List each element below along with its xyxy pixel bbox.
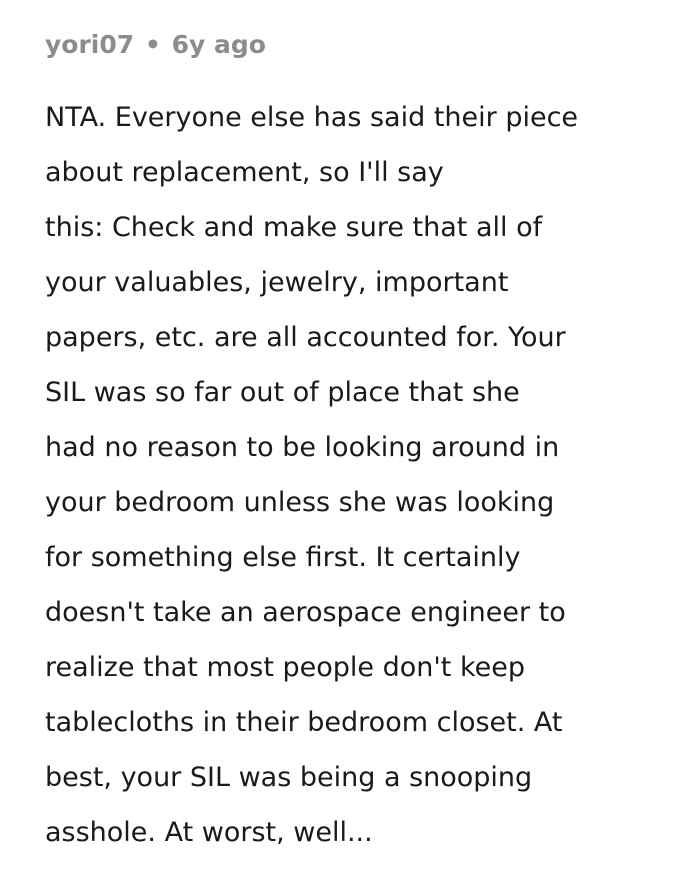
comment-line: your bedroom unless she was looking xyxy=(45,487,555,518)
comment-line: about replacement, so I'll say xyxy=(45,157,444,188)
comment-author[interactable]: yori07 xyxy=(45,30,135,59)
comment-line: tablecloths in their bedroom closet. At xyxy=(45,707,563,738)
comment-line: realize that most people don't keep xyxy=(45,652,526,683)
comment-line: this: Check and make sure that all of xyxy=(45,212,543,243)
meta-separator: • xyxy=(144,30,161,59)
comment-meta xyxy=(45,28,665,62)
comment-line: for something else first. It certainly xyxy=(45,542,521,573)
comment-line: SIL was so far out of place that she xyxy=(45,377,520,408)
comment-age: 6y ago xyxy=(171,30,266,59)
comment-line: NTA. Everyone else has said their piece xyxy=(45,102,579,133)
comment-line: papers, etc. are all accounted for. Your xyxy=(45,322,566,353)
comment-line: your valuables, jewelry, important xyxy=(45,267,509,298)
comment-line: best, your SIL was being a snooping xyxy=(45,762,533,793)
comment-line: doesn't take an aerospace engineer to xyxy=(45,597,566,628)
comment-line: had no reason to be looking around in xyxy=(45,432,560,463)
comment-body xyxy=(45,90,665,860)
comment-line: asshole. At worst, well... xyxy=(45,817,373,848)
comment xyxy=(45,28,665,860)
